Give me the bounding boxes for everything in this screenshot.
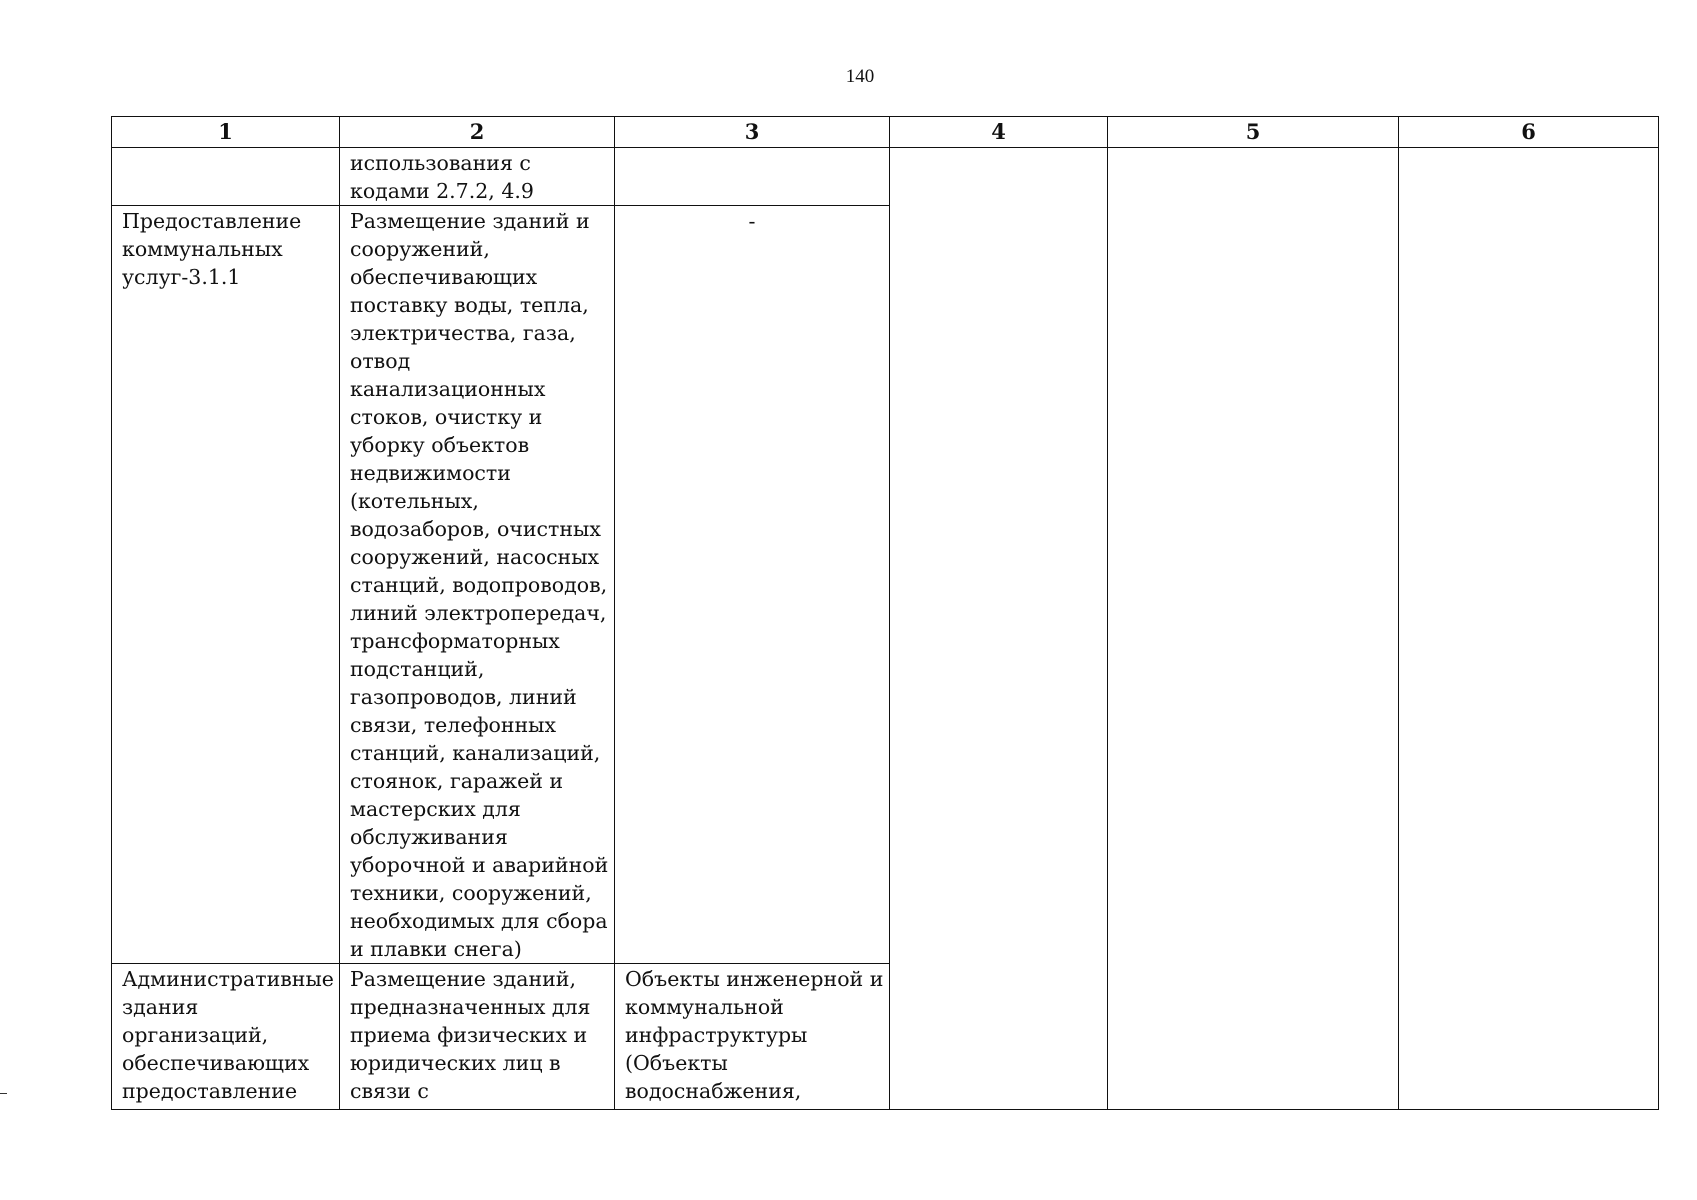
column-6-cell — [1399, 148, 1659, 1110]
row-2-col-3 — [615, 206, 890, 964]
row-1-col-3-text — [615, 148, 889, 149]
column-header-1: 1 — [112, 117, 340, 148]
column-5-cell — [1108, 148, 1399, 1110]
table-header-row — [112, 117, 1659, 148]
row-3-col-3 — [615, 964, 890, 1110]
row-1-col-1-text — [112, 148, 339, 149]
margin-mark — [0, 1093, 7, 1094]
row-2-col-2 — [340, 206, 615, 964]
row-2-col-1-text: Предоставление коммунальных услуг-3.1.1 — [122, 209, 302, 289]
row-1-col-1 — [112, 148, 340, 206]
row-3-col-2 — [340, 964, 615, 1110]
row-2-col-1 — [112, 206, 340, 964]
row-3-col-1 — [112, 964, 340, 1110]
row-2-col-3-text: - — [748, 209, 756, 233]
zoning-table — [111, 116, 1659, 1110]
column-header-4: 4 — [890, 117, 1108, 148]
row-3-col-2-text: Размещение зданий, предназначенных для приема физических и юридических лиц в связи с — [350, 967, 591, 1103]
page-number: 140 — [845, 66, 875, 87]
row-1-col-3 — [615, 148, 890, 206]
row-3-col-3-text: Объекты инженерной и коммунальной инфраструктуры (Объекты водоснабжения, — [625, 967, 884, 1103]
table-row — [112, 148, 1659, 206]
row-2-col-2-text: Размещение зданий и сооружений, обеспечивающих поставку воды, тепла, электричества, газа, отвод канализационных стоков, очистку и уборку объектов недвижимости (котельных, водозаборов, очистных сооружений, насосных станций, водопроводов, линий электропередач, трансформаторных подстанций, газопроводов, линий связи, телефонных станций, канализаций, стоянок, гаражей и мастерских для обслуживания уборочной и аварийной техники, сооружений, необходимых для сбора и плавки снега) — [350, 209, 609, 961]
column-header-3: 3 — [615, 117, 890, 148]
column-header-5: 5 — [1108, 117, 1399, 148]
row-1-col-2 — [340, 148, 615, 206]
row-1-col-2-text: использования с кодами 2.7.2, 4.9 — [350, 151, 534, 203]
column-header-2: 2 — [340, 117, 615, 148]
column-4-cell — [890, 148, 1108, 1110]
column-header-6: 6 — [1399, 117, 1659, 148]
row-3-col-1-text: Административные здания организаций, обеспечивающих предоставление — [122, 967, 334, 1103]
